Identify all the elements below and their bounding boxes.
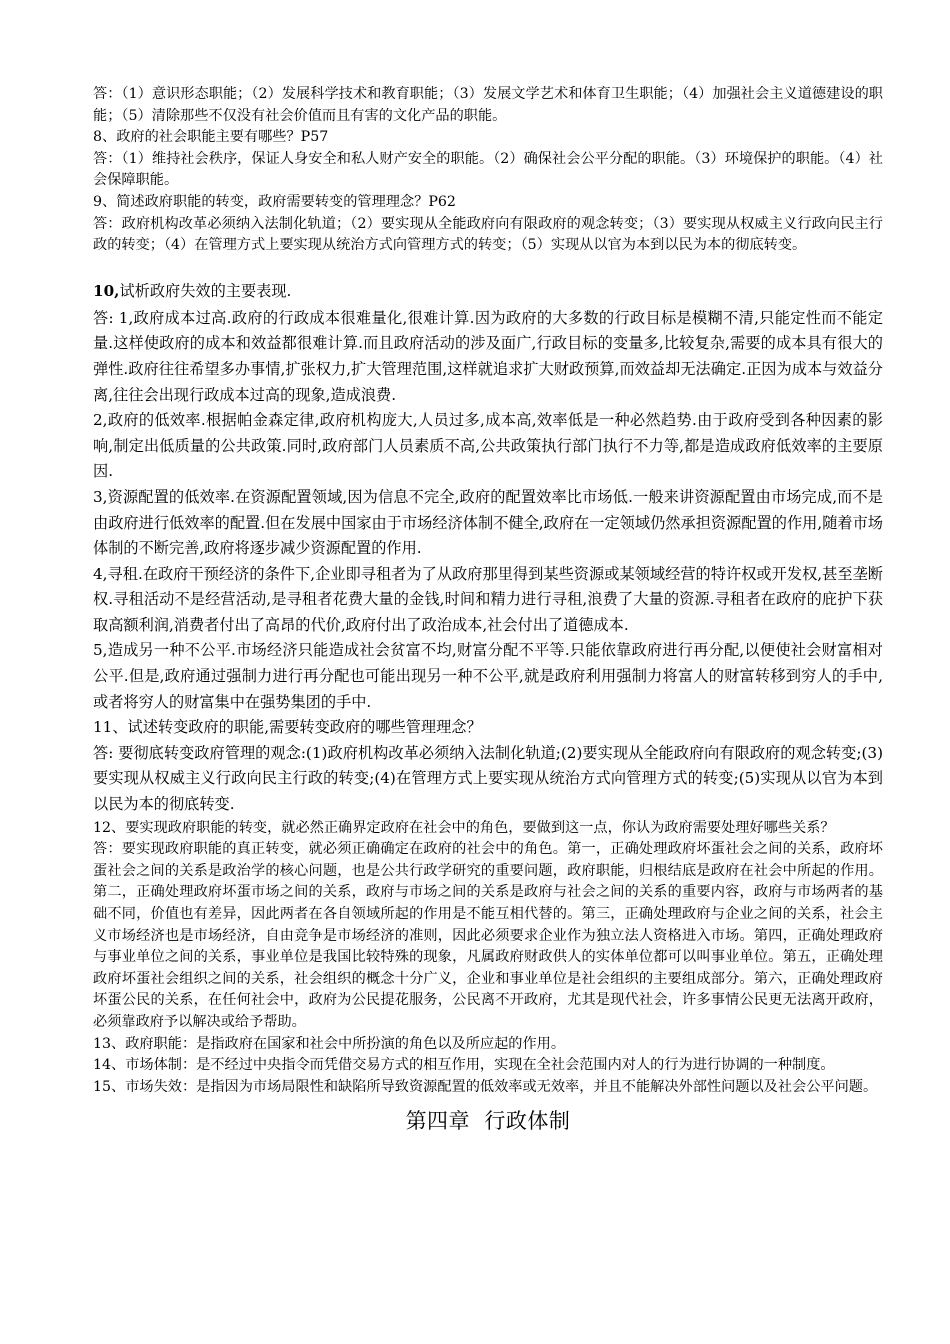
question-9: 9、简述政府职能的转变，政府需要转变的管理理念？P62 (93, 193, 456, 210)
answer-10-point-2: 2,政府的低效率.根据帕金森定律,政府机构庞大,人员过多,成本高,效率低是一种必然趋势.由于政府受到各种因素的影响,制定出低质量的公共政策.同时,政府部门人员素质不高,公共政策执行部门执行不力等,都是造成政府低效率的主要原因. (93, 411, 883, 481)
answer-10-point-5: 5,造成另一种不公平.市场经济只能造成社会贫富不均,财富分配不平等.只能依靠政府进行再分配,以便使社会财富相对公平.但是,政府通过强制力进行再分配也可能出现另一种不公平,就是政府利用强制力将富人的财富转移到穷人的手中,或者将穷人的财富集中在强势集团的手中. (93, 641, 883, 711)
answer-9: 答：政府机构改革必须纳入法制化轨道；（2）要实现从全能政府向有限政府的观念转变；（3）要实现从权威主义行政向民主行政的转变；（4）在管理方式上要实现从统治方式向管理方式的转变；（5）实现从以官为本到以民为本的彻底转变。 (93, 215, 883, 254)
blank-line (93, 257, 883, 279)
answer-12: 答：要实现政府职能的真正转变，就必须正确确定在政府的社会中的角色。第一，正确处理政府坏蛋社会之间的关系，政府坏蛋社会之间的关系是政治学的核心问题，也是公共行政学研究的重要问题，政府职能，归根结底是政府在社会中所起的作用。第二，正确处理政府坏蛋市场之间的关系，政府与市场之间的关系是政府与社会之间的关系的重要内容，政府与市场两者的基础不同，价值也有差异，因此两者在各自领域所起的作用是不能互相代替的。第三，正确处理政府与企业之间的关系，社会主义市场经济也是市场经济，自由竞争是市场经济的准则，因此必须要求企业作为独立法人资格进入市场。第四，正确处理政府与事业单位之间的关系，事业单位是我国比较特殊的现象，凡属政府财政供人的实体单位都可以叫事业单位。第五，正确处理政府坏蛋社会组织之间的关系，社会组织的概念十分广义，企业和事业单位是社会组织的主要组成部分。第六，正确处理政府坏蛋公民的关系，在任何社会中，政府为公民提花服务，公民离不开政府，尤其是现代社会，许多事情公民更无法离开政府，必须靠政府予以解决或给予帮助。 (93, 841, 883, 1030)
answer-10-point-4: 4,寻租.在政府干预经济的条件下,企业即寻租者为了从政府那里得到某些资源或某领域经营的特许权或开发权,甚至垄断权.寻租活动不是经营活动,是寻租者花费大量的金钱,时间和精力进行寻租,浪费了大量的资源.寻租者在政府的庇护下获取高额利润,消费者付出了高昂的代价,政府付出了政治成本,社会付出了道德成本. (93, 564, 883, 634)
question-8: 8、政府的社会职能主要有哪些？P57 (93, 129, 329, 146)
document-page (93, 84, 883, 1136)
answer-7: 答：（1）意识形态职能；（2）发展科学技术和教育职能；（3）发展文学艺术和体育卫生职能；（4）加强社会主义道德建设的职能；（5）清除那些不仅没有社会价值而且有害的文化产品的职能。 (93, 86, 883, 124)
question-10 (93, 279, 883, 304)
chapter-title: 行政体制 (484, 1109, 571, 1134)
question-10-text: 试析政府失效的主要表现. (119, 281, 292, 300)
question-10-number: 10, (93, 281, 120, 300)
answer-10-point-1: 答: 1,政府成本过高.政府的行政成本很难量化,很难计算.因为政府的大多数的行政目标是模糊不清,只能定性而不能定量.这样使政府的成本和效益都很难计算.而且政府活动的涉及面广,行政目标的变量多,比较复杂,需要的成本具有很大的弹性.政府往往希望多办事情,扩张权力,扩大管理范围,这样就追求扩大财政预算,而效益却无法确定.正因为成本与效益分离,往往会出现行政成本过高的现象,造成浪费. (93, 308, 883, 404)
definition-15: 15、市场失效：是指因为市场局限性和缺陷所导致资源配置的低效率或无效率，并且不能解决外部性问题以及社会公平问题。 (93, 1078, 878, 1095)
answer-10-point-3: 3,资源配置的低效率.在资源配置领域,因为信息不完全,政府的配置效率比市场低.一般来讲资源配置由市场完成,而不是由政府进行低效率的配置.但在发展中国家由于市场经济体制不健全,政府在一定领域仍然承担资源配置的作用,随着市场体制的不断完善,政府将逐步减少资源配置的作用. (93, 487, 883, 558)
definition-14: 14、市场体制：是不经过中央指令而凭借交易方式的相互作用，实现在全社会范围内对人的行为进行协调的一种制度。 (93, 1057, 835, 1074)
answer-8: 答：（1）维持社会秩序，保证人身安全和私人财产安全的职能。（2）确保社会公平分配的职能。（3）环境保护的职能。（4）社会保障职能。 (93, 150, 883, 189)
answer-11: 答: 要彻底转变政府管理的观念:(1)政府机构改革必须纳入法制化轨道;(2)要实现从全能政府向有限政府的观念转变;(3)要实现从权威主义行政向民主行政的转变;(4)在管理方式上要实现从统治方式向管理方式的转变;(5)实现从以官为本到以民为本的彻底转变. (93, 743, 883, 814)
chapter-heading (93, 1106, 883, 1136)
question-11: 11、试述转变政府的职能,需要转变政府的哪些管理理念？ (93, 718, 482, 737)
question-12: 12、要实现政府职能的转变，就必然正确界定政府在社会中的角色，要做到这一点，你认为政府需要处理好哪些关系？ (93, 819, 835, 836)
chapter-number: 第四章 (405, 1109, 471, 1134)
definition-13: 13、政府职能：是指政府在国家和社会中所扮演的角色以及所应起的作用。 (93, 1035, 566, 1052)
